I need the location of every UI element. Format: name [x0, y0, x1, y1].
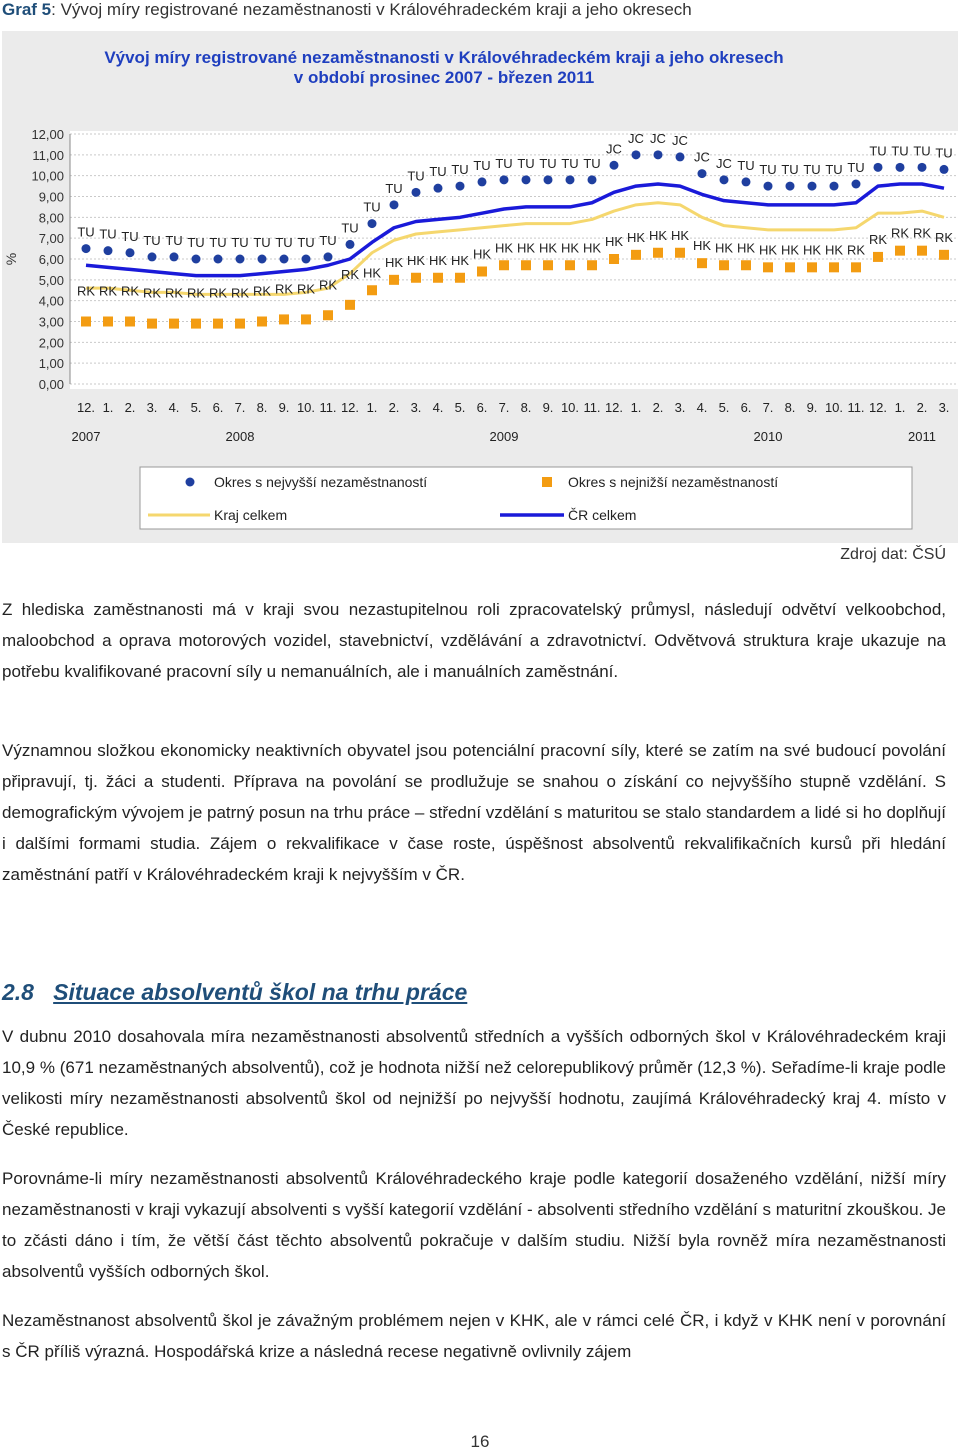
legend-label-okres-nejvyssi: Okres s nejvyšší nezaměstnaností [214, 474, 428, 490]
data-label-okres-nejnizsi: HK [758, 242, 778, 258]
data-label-okres-nejnizsi: RK [230, 285, 250, 301]
point-okres-nejvyssi [544, 175, 553, 184]
data-label-okres-nejvyssi: TU [825, 162, 843, 178]
point-okres-nejnizsi [455, 273, 465, 283]
data-label-okres-nejnizsi: HK [362, 265, 382, 281]
point-okres-nejvyssi [676, 152, 685, 161]
x-tick-label: 10. [824, 400, 844, 415]
point-okres-nejnizsi [499, 260, 509, 270]
point-okres-nejnizsi [763, 262, 773, 272]
point-okres-nejvyssi [280, 255, 289, 264]
x-tick-label: 11. [847, 400, 865, 415]
data-label-okres-nejnizsi: HK [824, 242, 844, 258]
x-year-label: 2011 [908, 429, 936, 444]
legend-label-okres-nejnizsi: Okres s nejnižší nezaměstnaností [568, 474, 779, 490]
point-okres-nejvyssi [82, 244, 91, 253]
point-okres-nejvyssi [610, 161, 619, 170]
x-tick-label: 7. [498, 400, 510, 415]
point-okres-nejnizsi [125, 317, 135, 327]
point-okres-nejvyssi [654, 150, 663, 159]
data-label-okres-nejvyssi: TU [143, 232, 161, 248]
data-label-okres-nejnizsi: RK [340, 266, 360, 282]
x-tick-label: 1. [894, 400, 906, 415]
data-label-okres-nejvyssi: TU [407, 168, 425, 184]
data-label-okres-nejvyssi: TU [495, 155, 513, 171]
data-label-okres-nejvyssi: TU [363, 199, 381, 215]
data-label-okres-nejvyssi: TU [803, 162, 821, 178]
point-okres-nejnizsi [521, 260, 531, 270]
data-label-okres-nejvyssi: TU [187, 235, 205, 250]
x-year-label: 2008 [225, 429, 255, 444]
point-okres-nejvyssi [896, 163, 905, 172]
data-label-okres-nejvyssi: TU [913, 143, 931, 159]
x-tick-label: 5. [454, 400, 466, 415]
data-label-okres-nejvyssi: TU [253, 235, 271, 250]
data-label-okres-nejnizsi: HK [384, 254, 404, 270]
data-label-okres-nejnizsi: RK [120, 283, 140, 299]
data-label-okres-nejnizsi: HK [736, 240, 756, 256]
data-label-okres-nejvyssi: TU [341, 220, 359, 236]
y-tick-label: 1,00 [38, 356, 64, 372]
point-okres-nejnizsi [433, 273, 443, 283]
point-okres-nejvyssi [104, 246, 113, 255]
x-tick-label: 2. [652, 400, 664, 415]
data-label-okres-nejnizsi: HK [406, 252, 426, 268]
x-tick-label: 7. [762, 400, 774, 415]
x-tick-label: 10. [560, 400, 580, 415]
paragraph-5: Nezaměstnanost absolventů škol je závažným problémem nejen v KHK, ale v rámci celé ČR, i když v KHK není v porovnání s ČR příliš výrazná. Hospodářská krize a následná recese negativně ovlivnily zájem [2, 1311, 946, 1361]
y-tick-label: 9,00 [38, 189, 64, 205]
x-tick-label: 5. [190, 400, 202, 415]
data-label-okres-nejnizsi: RK [318, 277, 338, 293]
data-label-okres-nejnizsi: HK [538, 240, 558, 256]
legend-label-cr-celkem: ČR celkem [568, 507, 637, 523]
figure-caption [2, 0, 692, 20]
data-label-okres-nejvyssi: TU [583, 155, 601, 171]
data-label-okres-nejnizsi: HK [670, 227, 690, 243]
point-okres-nejnizsi [917, 246, 927, 256]
data-label-okres-nejnizsi: RK [846, 242, 866, 258]
data-label-okres-nejnizsi: HK [472, 246, 492, 262]
x-tick-label: 5. [718, 400, 730, 415]
x-tick-label: 8. [256, 400, 268, 415]
data-label-okres-nejvyssi: TU [451, 162, 469, 178]
x-tick-label: 12. [340, 400, 360, 415]
point-okres-nejnizsi [389, 275, 399, 285]
x-year-label: 2010 [753, 429, 783, 444]
data-label-okres-nejvyssi: JC [672, 132, 688, 148]
x-tick-label: 6. [740, 400, 752, 415]
y-tick-label: 11,00 [32, 147, 64, 163]
x-tick-label: 2. [916, 400, 928, 415]
point-okres-nejvyssi [258, 255, 267, 264]
data-label-okres-nejvyssi: TU [429, 164, 447, 180]
data-label-okres-nejnizsi: HK [648, 227, 668, 243]
x-tick-label: 4. [432, 400, 444, 415]
data-label-okres-nejnizsi: RK [912, 225, 932, 241]
chart-panel [2, 31, 958, 543]
data-label-okres-nejvyssi: TU [561, 155, 579, 171]
data-label-okres-nejvyssi: JC [606, 141, 622, 157]
paragraph-3: V dubnu 2010 dosahovala míra nezaměstnanosti absolventů středních a vyšších odborných škol v Královéhradeckém kraji 10,9 % (671 nezaměstnaných absolventů), což je hodnota nižší než celorepublikový průměr (12,3 %). Seřadíme-li kraje podle velikosti míry nezaměstnanosti absolventů škol od nejnižší po nejvyšší hodnotu, zaujímá Královéhradecký kraj 4. místo v České republice. [2, 1027, 946, 1139]
point-okres-nejvyssi [192, 255, 201, 264]
data-label-okres-nejnizsi: HK [780, 242, 800, 258]
point-okres-nejnizsi [191, 319, 201, 329]
y-tick-label: 6,00 [38, 252, 64, 267]
x-year-label: 2007 [71, 429, 101, 444]
x-tick-label: 3. [146, 400, 158, 415]
data-label-okres-nejnizsi: HK [428, 252, 448, 268]
chart-title-line2: v období prosinec 2007 - březen 2011 [293, 68, 595, 87]
y-tick-label: 10,00 [31, 168, 64, 184]
point-okres-nejvyssi [500, 175, 509, 184]
x-tick-label: 1. [366, 400, 378, 415]
paragraph-2: Významnou složkou ekonomicky neaktivních obyvatel jsou potenciální pracovní síly, které se zatím na své budoucí povolání připravují, tj. žáci a studenti. Příprava na povolání se prodlužuje se snahou o získání co nejvyššího stupně vzdělání. S demografickým vývojem je patrný posun na trhu práce – střední vzdělání s maturitou se stalo standardem a lidé si ho doplňují i dalšími formami studia. Zájem o rekvalifikace v čase roste, úspěšnost absolventů rekvalifikačních kursů při hledání zaměstnání patří v Královéhradeckém kraji k nejvyšším v ČR. [2, 741, 946, 884]
point-okres-nejnizsi [565, 260, 575, 270]
data-label-okres-nejnizsi: RK [296, 281, 316, 297]
point-okres-nejvyssi [412, 188, 421, 197]
chart-title-line1: Vývoj míry registrované nezaměstnanosti v Královéhradeckém kraji a jeho okresech [104, 48, 784, 67]
y-axis-label: % [3, 252, 19, 266]
data-label-okres-nejvyssi: TU [517, 155, 535, 171]
point-okres-nejvyssi [302, 255, 311, 264]
x-tick-label: 1. [102, 400, 114, 415]
figure-caption-prefix: Graf 5 [2, 0, 52, 19]
point-okres-nejnizsi [697, 258, 707, 268]
data-label-okres-nejvyssi: JC [716, 155, 732, 171]
point-okres-nejvyssi [214, 255, 223, 264]
point-okres-nejvyssi [346, 240, 355, 249]
data-label-okres-nejvyssi: TU [869, 143, 887, 159]
point-okres-nejvyssi [764, 182, 773, 191]
x-tick-label: 3. [674, 400, 686, 415]
section-number: 2.8 [2, 979, 34, 1005]
x-tick-label: 10. [296, 400, 316, 415]
legend-marker-okres-nejvyssi [186, 478, 195, 487]
point-okres-nejnizsi [147, 319, 157, 329]
x-tick-label: 8. [784, 400, 796, 415]
data-label-okres-nejnizsi: RK [208, 285, 228, 301]
data-label-okres-nejnizsi: HK [494, 240, 514, 256]
line-chart [2, 31, 958, 543]
point-okres-nejnizsi [345, 300, 355, 310]
point-okres-nejnizsi [543, 260, 553, 270]
point-okres-nejvyssi [742, 177, 751, 186]
point-okres-nejnizsi [895, 246, 905, 256]
point-okres-nejnizsi [213, 319, 223, 329]
point-okres-nejvyssi [456, 182, 465, 191]
point-okres-nejnizsi [653, 248, 663, 258]
data-label-okres-nejnizsi: RK [274, 281, 294, 297]
paragraph-4: Porovnáme-li míry nezaměstnanosti absolventů Královéhradeckého kraje podle kategorií dosaženého vzdělání, nižší míry nezaměstnanosti v kraji vykazují absolventi s vyšší kategorií vzdělání - absolventi středního vzdělání s maturitní zkouškou. Je to zčásti dáno i tím, že větší část těchto absolventů pokračuje v dalším studiu. Nižší byla rovněž míra nezaměstnanosti absolventů vyšších odborných škol. [2, 1169, 946, 1281]
point-okres-nejvyssi [588, 175, 597, 184]
point-okres-nejvyssi [698, 169, 707, 178]
point-okres-nejnizsi [719, 260, 729, 270]
y-tick-label: 5,00 [38, 272, 64, 288]
paragraph-1: Z hlediska zaměstnanosti má v kraji svou nezastupitelnou roli zpracovatelský průmysl, následují odvětví velkoobchod, maloobchod a oprava motorových vozidel, stavebnictví, vzdělávání a zdravotnictví. Odvětvová struktura kraje ukazuje na potřebu kvalifikované pracovní síly u nemanuálních, ale i manuálních zaměstnání. [2, 600, 946, 681]
y-tick-label: 8,00 [38, 210, 64, 226]
x-tick-label: 8. [520, 400, 532, 415]
legend-marker-okres-nejnizsi [542, 477, 552, 487]
x-tick-label: 12. [604, 400, 624, 415]
section-title: Situace absolventů škol na trhu práce [53, 979, 468, 1005]
point-okres-nejvyssi [390, 200, 399, 209]
point-okres-nejnizsi [323, 310, 333, 320]
y-tick-label: 3,00 [38, 314, 64, 330]
point-okres-nejnizsi [675, 248, 685, 258]
point-okres-nejvyssi [434, 184, 443, 193]
data-label-okres-nejnizsi: HK [604, 234, 624, 249]
data-label-okres-nejnizsi: RK [868, 231, 888, 247]
x-tick-label: 3. [410, 400, 422, 415]
x-year-label: 2009 [489, 429, 519, 444]
data-label-okres-nejvyssi: TU [165, 232, 183, 248]
point-okres-nejvyssi [874, 163, 883, 172]
data-label-okres-nejnizsi: RK [164, 285, 184, 301]
data-label-okres-nejvyssi: JC [628, 130, 644, 146]
data-label-okres-nejnizsi: HK [582, 240, 602, 256]
x-tick-label: 9. [278, 400, 290, 415]
point-okres-nejnizsi [631, 250, 641, 260]
page-number: 16 [470, 1432, 490, 1451]
point-okres-nejnizsi [103, 317, 113, 327]
data-label-okres-nejnizsi: RK [142, 285, 162, 301]
point-okres-nejnizsi [169, 319, 179, 329]
y-tick-label: 0,00 [38, 377, 64, 392]
data-label-okres-nejnizsi: RK [890, 225, 910, 241]
x-tick-label: 1. [630, 400, 642, 415]
data-label-okres-nejvyssi: TU [319, 232, 337, 248]
x-tick-label: 3. [938, 400, 950, 415]
y-tick-label: 12,00 [31, 127, 64, 142]
point-okres-nejnizsi [873, 252, 883, 262]
data-label-okres-nejvyssi: TU [781, 162, 799, 178]
point-okres-nejnizsi [367, 285, 377, 295]
point-okres-nejvyssi [236, 255, 245, 264]
point-okres-nejvyssi [852, 180, 861, 189]
point-okres-nejnizsi [587, 260, 597, 270]
x-tick-label: 11. [583, 400, 601, 415]
data-label-okres-nejvyssi: JC [650, 130, 666, 146]
point-okres-nejnizsi [609, 254, 619, 264]
y-tick-label: 2,00 [38, 335, 64, 351]
data-label-okres-nejvyssi: TU [891, 143, 909, 159]
data-label-okres-nejnizsi: HK [692, 238, 712, 254]
point-okres-nejvyssi [940, 165, 949, 174]
y-tick-label: 4,00 [38, 293, 64, 309]
point-okres-nejnizsi [785, 262, 795, 272]
data-label-okres-nejvyssi: TU [77, 224, 95, 240]
point-okres-nejvyssi [126, 248, 135, 257]
data-label-okres-nejnizsi: RK [98, 283, 118, 299]
x-tick-label: 7. [234, 400, 246, 415]
point-okres-nejnizsi [235, 319, 245, 329]
point-okres-nejvyssi [566, 175, 575, 184]
data-label-okres-nejvyssi: TU [231, 235, 249, 250]
data-label-okres-nejvyssi: TU [385, 180, 403, 196]
x-tick-label: 4. [696, 400, 708, 415]
data-label-okres-nejnizsi: HK [516, 240, 536, 256]
data-label-okres-nejnizsi: HK [560, 240, 580, 256]
point-okres-nejvyssi [478, 177, 487, 186]
x-tick-label: 12. [76, 400, 96, 415]
section-heading [2, 979, 467, 1006]
point-okres-nejvyssi [808, 182, 817, 191]
data-label-okres-nejnizsi: RK [186, 285, 206, 301]
data-label-okres-nejvyssi: TU [209, 235, 227, 250]
x-tick-label: 6. [212, 400, 224, 415]
data-label-okres-nejvyssi: TU [99, 226, 117, 242]
point-okres-nejnizsi [477, 267, 487, 277]
point-okres-nejnizsi [257, 317, 267, 327]
x-tick-label: 12. [868, 400, 888, 415]
point-okres-nejnizsi [939, 250, 949, 260]
data-label-okres-nejnizsi: HK [802, 242, 822, 258]
data-label-okres-nejvyssi: TU [121, 228, 139, 244]
point-okres-nejvyssi [918, 163, 927, 172]
legend-label-kraj-celkem: Kraj celkem [214, 507, 288, 523]
data-label-okres-nejvyssi: TU [473, 157, 491, 173]
data-label-okres-nejvyssi: TU [737, 157, 755, 173]
point-okres-nejvyssi [148, 252, 157, 261]
figure-caption-text: : Vývoj míry registrované nezaměstnanosti v Královéhradeckém kraji a jeho okresech [51, 0, 692, 19]
point-okres-nejnizsi [411, 273, 421, 283]
point-okres-nejvyssi [632, 150, 641, 159]
data-label-okres-nejvyssi: TU [759, 162, 777, 178]
point-okres-nejnizsi [301, 314, 311, 324]
data-label-okres-nejvyssi: TU [935, 145, 953, 161]
point-okres-nejnizsi [851, 262, 861, 272]
point-okres-nejvyssi [830, 182, 839, 191]
chart-source: Zdroj dat: ČSÚ [840, 546, 946, 563]
point-okres-nejnizsi [81, 317, 91, 327]
x-tick-label: 9. [806, 400, 818, 415]
data-label-okres-nejvyssi: JC [694, 149, 710, 165]
point-okres-nejnizsi [279, 314, 289, 324]
data-label-okres-nejvyssi: TU [539, 155, 557, 171]
data-label-okres-nejnizsi: RK [934, 229, 954, 245]
point-okres-nejvyssi [720, 175, 729, 184]
x-tick-label: 6. [476, 400, 488, 415]
data-label-okres-nejnizsi: RK [252, 283, 272, 299]
data-label-okres-nejvyssi: TU [297, 235, 315, 250]
point-okres-nejnizsi [807, 262, 817, 272]
y-tick-label: 7,00 [38, 231, 64, 247]
point-okres-nejnizsi [829, 262, 839, 272]
data-label-okres-nejvyssi: TU [275, 235, 293, 250]
x-tick-label: 11. [319, 400, 337, 415]
point-okres-nejvyssi [368, 219, 377, 228]
data-label-okres-nejnizsi: HK [450, 252, 470, 268]
data-label-okres-nejnizsi: HK [714, 240, 734, 256]
x-tick-label: 4. [168, 400, 180, 415]
data-label-okres-nejvyssi: TU [847, 160, 865, 175]
x-tick-label: 2. [388, 400, 400, 415]
point-okres-nejvyssi [324, 252, 333, 261]
data-label-okres-nejnizsi: RK [76, 283, 96, 299]
point-okres-nejvyssi [786, 182, 795, 191]
point-okres-nejnizsi [741, 260, 751, 270]
data-label-okres-nejnizsi: HK [626, 229, 646, 245]
point-okres-nejvyssi [522, 175, 531, 184]
x-tick-label: 9. [542, 400, 554, 415]
point-okres-nejvyssi [170, 252, 179, 261]
x-tick-label: 2. [124, 400, 136, 415]
